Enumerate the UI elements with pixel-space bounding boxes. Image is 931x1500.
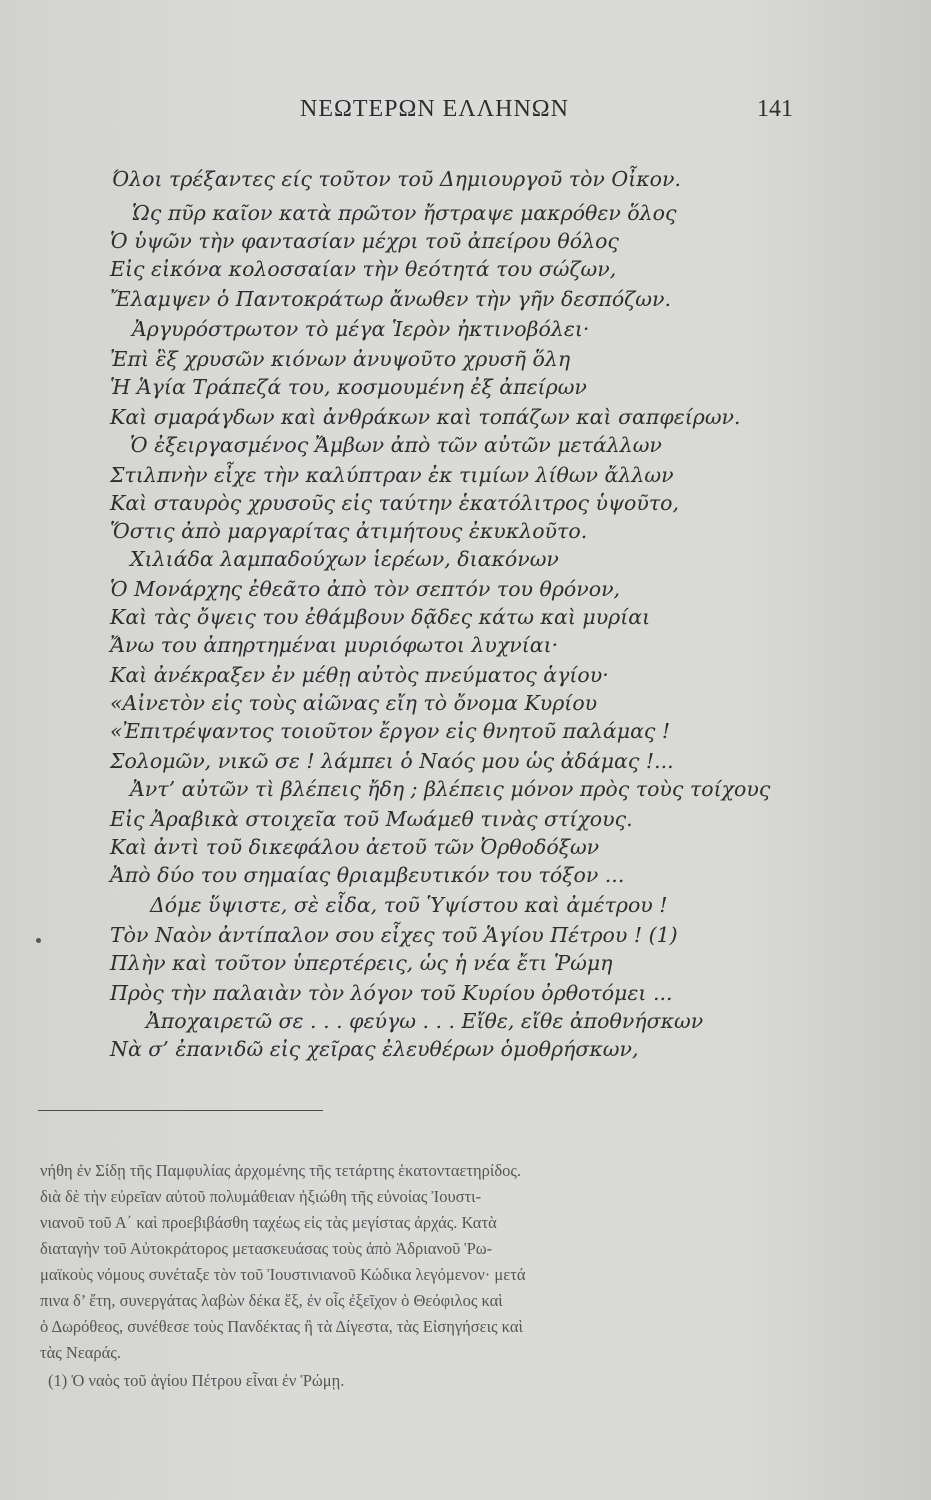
verse-line: Καὶ ἀνέκραξεν ἐν μέθῃ αὐτὸς πνεύματος ἁγίου· (110, 663, 609, 687)
footnote-line: ὁ Δωρόθεος, συνέθεσε τοὺς Πανδέκτας ἢ τὰ Δίγεστα, τὰς Εἰσηγήσεις καὶ (40, 1317, 523, 1336)
footnote-line: νιανοῦ τοῦ Α΄ καὶ προεβιβάσθη ταχέως εἰς τὰς μεγίστας ἀρχάς. Κατὰ (40, 1213, 497, 1232)
verse-line: «Αἰνετὸν εἰς τοὺς αἰῶνας εἴη τὸ ὄνομα Κυρίου (110, 691, 598, 715)
page-header (0, 96, 931, 130)
verse-line: Νὰ σ’ ἐπανιδῶ εἰς χεῖρας ἐλευθέρων ὁμοθρήσκων, (110, 1037, 639, 1061)
footnote-line: νήθη ἐν Σίδῃ τῆς Παμφυλίας ἀρχομένης τῆς τετάρτης ἑκατονταετηρίδος. (40, 1161, 522, 1180)
verse-line: Ἀντ’ αὐτῶν τὶ βλέπεις ἤδη ; βλέπεις μόνον πρὸς τοὺς τοίχους (130, 777, 771, 801)
verse-line: Καὶ ἀντὶ τοῦ δικεφάλου ἀετοῦ τῶν Ὀρθοδόξων (110, 835, 600, 859)
verse-line: Καὶ σταυρὸς χρυσοῦς εἰς ταύτην ἑκατόλιτρος ὑψοῦτο, (110, 491, 680, 515)
verse-line: Ἄνω του ἀπηρτημέναι μυριόφωτοι λυχνίαι· (110, 633, 559, 657)
running-title: ΝΕΩΤΕΡΩΝ ΕΛΛΗΝΩΝ (300, 96, 569, 122)
verse-line: «Ἐπιτρέψαντος τοιοῦτον ἔργον εἰς θνητοῦ παλάμας ! (110, 719, 671, 743)
page-number: 141 (757, 96, 793, 122)
footnote-separator (38, 1110, 323, 1111)
verse-line: Εἰς εἰκόνα κολοσσαίαν τὴν θεότητά του σώζων, (110, 257, 617, 281)
verse-line: Πλὴν καὶ τοῦτον ὑπερτέρεις, ὡς ἡ νέα ἔτι Ῥώμη (110, 951, 613, 975)
margin-speck (36, 938, 41, 943)
verse-line: Ὁ ὑψῶν τὴν φαντασίαν μέχρι τοῦ ἀπείρου θόλος (110, 229, 619, 253)
verse-line: Δόμε ὕψιστε, σὲ εἶδα, τοῦ Ὑψίστου καὶ ἀμέτρου ! (150, 893, 668, 917)
verse-line: Καὶ σμαράγδων καὶ ἀνθράκων καὶ τοπάζων καὶ σαπφείρων. (110, 405, 741, 429)
verse-line: Ἐπὶ ἓξ χρυσῶν κιόνων ἀνυψοῦτο χρυσῆ ὅλη (110, 347, 571, 371)
footnote-line: διαταγὴν τοῦ Αὐτοκράτορος μετασκευάσας τοὺς ἀπὸ Ἀδριανοῦ Ῥω- (40, 1239, 493, 1258)
footnote-line: διὰ δὲ τὴν εὐρεῖαν αὐτοῦ πολυμάθειαν ἠξιώθη τῆς εὐνοίας Ἰουστι- (40, 1187, 482, 1206)
verse-line: Όλοι τρέξαντες είς τοῦτον τοῦ Δημιουργοῦ τὸν Οἶκον. (112, 167, 681, 191)
verse-line: Ἀποχαιρετῶ σε . . . φεύγω . . . Εἴθε, εἴθε ἀποθνήσκων (146, 1009, 704, 1033)
verse-line: Εἰς Ἀραβικὰ στοιχεῖα τοῦ Μωάμεθ τινὰς στίχους. (110, 807, 633, 831)
verse-line: Σολομῶν, νικῶ σε ! λάμπει ὁ Ναός μου ὡς ἀδάμας !... (110, 749, 674, 773)
footnote-line: μαϊκοὺς νόμους συνέταξε τὸν τοῦ Ἰουστινιανοῦ Κώδικα λεγόμενον· μετά (40, 1265, 526, 1284)
verse-line: Στιλπνὴν εἶχε τὴν καλύπτραν ἐκ τιμίων λίθων ἄλλων (110, 463, 674, 487)
footnote-line: (1) Ὁ ναὸς τοῦ ἁγίου Πέτρου εἶναι ἐν Ῥώμῃ. (48, 1371, 345, 1390)
verse-line: Καὶ τὰς ὄψεις του ἐθάμβουν δᾷδες κάτω καὶ μυρίαι (110, 605, 651, 629)
footnote-line: τὰς Νεαράς. (40, 1343, 121, 1362)
verse-line: Ὁ ἐξειργασμένος Ἄμβων ἀπὸ τῶν αὐτῶν μετάλλων (130, 433, 662, 457)
verse-line: Ἀπὸ δύο του σημαίας θριαμβευτικόν του τόξον ... (110, 863, 625, 887)
verse-line: Ἔλαμψεν ὁ Παντοκράτωρ ἄνωθεν τὴν γῆν δεσπόζων. (110, 287, 671, 311)
verse-line: Πρὸς τὴν παλαιὰν τὸν λόγον τοῦ Κυρίου ὀρθοτόμει ... (110, 981, 673, 1005)
verse-line: Ὅστις ἀπὸ μαργαρίτας ἀτιμήτους ἐκυκλοῦτο. (110, 519, 588, 543)
verse-line: Ὡς πῦρ καῖον κατὰ πρῶτον ἤστραψε μακρόθεν ὅλος (132, 201, 677, 225)
verse-line: Τὸν Ναὸν ἀντίπαλον σου εἶχες τοῦ Ἁγίου Πέτρου ! (1) (110, 923, 678, 947)
verse-line: Ἀργυρόστρωτον τὸ μέγα Ἱερὸν ἠκτινοβόλει· (132, 317, 590, 341)
verse-line: Ὁ Μονάρχης ἐθεᾶτο ἀπὸ τὸν σεπτόν του θρόνον, (110, 577, 621, 601)
footnote-line: πινα δ’ ἔτη, συνεργάτας λαβὼν δέκα ἕξ, ἐν οἷς ἐξεῖχον ὁ Θεόφιλος καὶ (40, 1291, 503, 1310)
verse-line: Ἡ Ἁγία Τράπεζά του, κοσμουμένη ἐξ ἀπείρων (110, 375, 587, 399)
verse-line: Χιλιάδα λαμπαδούχων ἱερέων, διακόνων (130, 547, 559, 571)
